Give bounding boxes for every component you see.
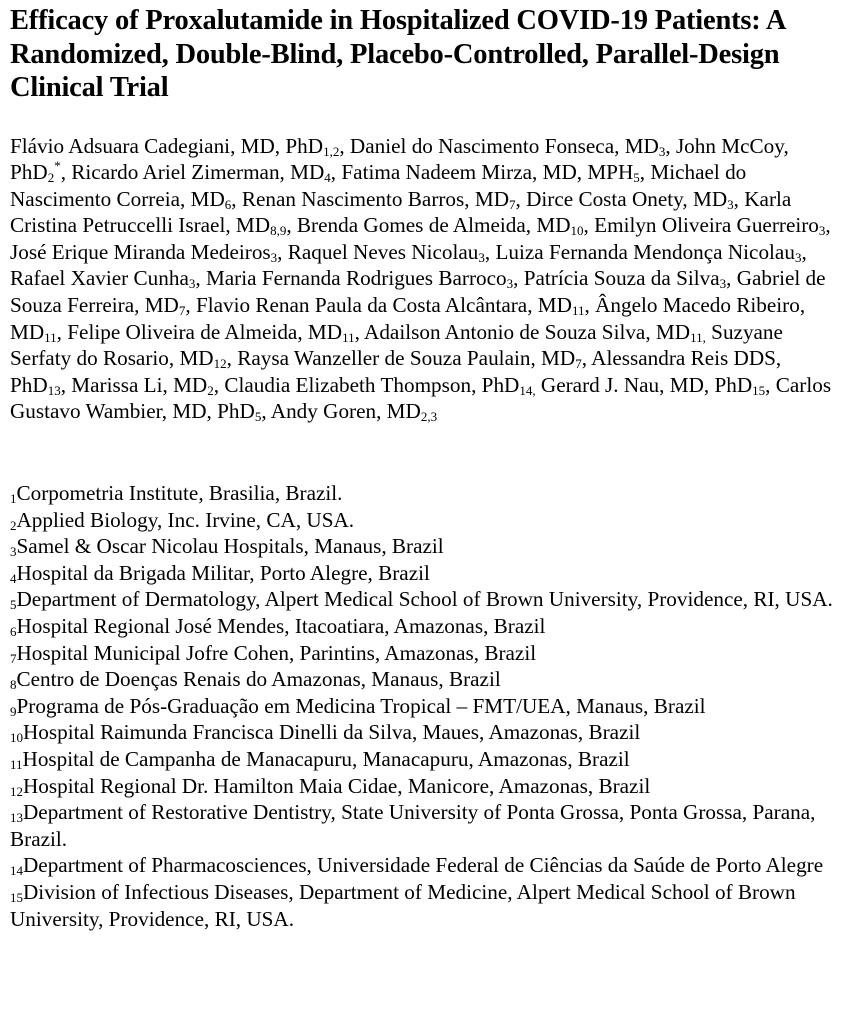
affiliation-item	[10, 533, 841, 560]
affiliation-number: 9	[10, 703, 17, 719]
affiliation-ref: 6	[224, 196, 232, 212]
author-name: Brenda Gomes de Almeida, MD	[296, 213, 571, 238]
affiliation-text: Hospital Raimunda Francisca Dinelli da Silva, Maues, Amazonas, Brazil	[23, 720, 641, 745]
affiliation-item	[10, 640, 841, 667]
author	[594, 213, 825, 237]
affiliation-text: Hospital Regional Dr. Hamilton Maia Cidae, Manicore, Amazonas, Brazil	[23, 773, 651, 798]
affiliation-number: 2	[10, 517, 17, 533]
affiliation-ref: 11	[342, 329, 355, 345]
author-name: Flávio Adsuara Cadegiani, MD, PhD	[10, 133, 324, 158]
affiliation-number: 10	[10, 730, 23, 746]
author-name: Rafael Xavier Cunha	[10, 266, 189, 291]
affiliation-ref: 13	[47, 382, 61, 398]
affiliation-ref: 3	[658, 143, 666, 159]
author-list: Flávio Adsuara Cadegiani, MD, PhD$_{1,2}$, Daniel do Nascimento Fonseca, $MD_3$, John McCoy, PhD$_2$*, Ricardo Ariel Zimerman, $MD_4$, Fatima Nadeem Mirza, MD, $MPH_5$, Michael do Nascimento Correia, $MD_6$, Renan Nascimento Barros, $MD_7$, Dirce Costa Onety, $MD_3$, Karla Cristina Petruccelli Israel, $MD_{8,9}$, Brenda Gomes de Almeida, $MD_{10}$, Emilyn Oliveira Guerreiro$_3$, José Erique Miranda Medeiros$_3$, Raquel Neves Nicolau$_3$, Luiza Fernanda Mendonça Nicolau$_3$, Rafael Xavier Cunha$_3$, Maria Fernanda Rodrigues Barroco$_3$, Patrícia Souza da Silva$_3$, Gabriel de Souza Ferreira, $MD_7$, Flavio Renan Paula da Costa Alcântara, $MD_{11}$, Ângelo Macedo Ribeiro, $MD_{11}$, Felipe Oliveira de Almeida, $MD_{11}$, Adailson Antonio de Souza Silva, $MD_{11,}$ Suzyane Serfaty do Rosario, $MD_{12}$, Raysa Wanzeller de Souza Paulain, $MD_7$, Alessandra Reis DDS, PhD$_{13}$, Marissa Li, $MD_2$, Claudia Elizabeth Thompson, PhD$_{14,}$ Gerard J. Nau, MD, PhD$_{15}$, Carlos Gustavo Wambier, MD, PhD$_5$, Andy Goren, $MD_{2,3}$	[10, 133, 832, 425]
affiliation-ref: 10	[570, 223, 584, 239]
affiliation-ref: 5	[633, 170, 640, 186]
affiliation-number: 12	[10, 783, 23, 799]
affiliation-ref: 15	[752, 382, 766, 398]
author-name: Luiza Fernanda Mendonça Nicolau	[495, 239, 795, 264]
affiliation-ref: 4	[324, 170, 331, 186]
corresponding-mark: *	[54, 158, 61, 174]
author-name: John McCoy, PhD	[10, 133, 789, 185]
affiliation-ref: 2,3	[420, 409, 438, 425]
affiliation-ref: 7	[575, 356, 582, 372]
affiliation-ref: 3	[794, 249, 802, 265]
affiliation-item	[10, 773, 841, 800]
author-name: José Erique Miranda Medeiros	[10, 239, 271, 264]
author-name: Ricardo Ariel Zimerman, MD	[71, 160, 325, 185]
author-name: Adailson Antonio de Souza Silva, MD	[364, 319, 691, 344]
affiliation-ref: 11	[44, 329, 57, 345]
author-name: Renan Nascimento Barros, MD	[241, 186, 509, 211]
affiliation-text: Department of Restorative Dentistry, State University of Ponta Grossa, Ponta Grossa, Parana, Brazil.	[10, 800, 816, 851]
affiliation-ref: 3	[506, 276, 514, 292]
author	[541, 373, 765, 397]
affiliation-number: 6	[10, 624, 17, 639]
affiliation-ref: 11,	[690, 329, 706, 345]
author-name: Flavio Renan Paula da Costa Alcântara, MD	[195, 293, 572, 318]
affiliation-ref: 7	[509, 196, 516, 212]
author	[71, 373, 213, 397]
affiliation-ref: 3	[818, 223, 826, 239]
author-name: Raquel Neves Nicolau	[287, 239, 479, 264]
author-name: Gabriel de Souza Ferreira, MD	[10, 266, 826, 318]
affiliation-number: 5	[10, 597, 17, 613]
author-name: Emilyn Oliveira Guerreiro	[594, 213, 819, 238]
author	[242, 187, 516, 211]
author-name: Felipe Oliveira de Almeida, MD	[67, 319, 343, 344]
author	[364, 320, 706, 344]
author	[10, 134, 339, 158]
affiliation-ref: 1,2	[323, 143, 340, 159]
author	[350, 134, 665, 158]
author	[10, 266, 195, 290]
affiliation-item	[10, 852, 841, 879]
affiliation-number: 14	[10, 863, 23, 879]
author-name: Maria Fernanda Rodrigues Barroco	[205, 266, 507, 291]
affiliation-number: 15	[10, 889, 23, 905]
affiliation-number: 1	[10, 491, 17, 507]
author	[10, 240, 277, 264]
affiliation-ref: 3	[188, 276, 196, 292]
author	[526, 187, 734, 211]
author-name: Raysa Wanzeller de Souza Paulain, MD	[237, 346, 576, 371]
affiliation-item	[10, 507, 841, 534]
affiliation-text: Corpometria Institute, Brasilia, Brazil.	[16, 481, 343, 506]
author-name: Karla Cristina Petruccelli Israel, MD	[10, 186, 792, 238]
affiliation-item	[10, 746, 841, 773]
affiliation-item	[10, 613, 841, 640]
affiliation-text: Samel & Oscar Nicolau Hospitals, Manaus, Brazil	[16, 534, 444, 559]
affiliation-number: 7	[10, 650, 17, 666]
affiliation-ref: 12	[213, 356, 227, 372]
author-name: Dirce Costa Onety, MD	[526, 186, 728, 211]
author-name: Claudia Elizabeth Thompson, PhD	[224, 372, 520, 397]
affiliation-text: Applied Biology, Inc. Irvine, CA, USA.	[16, 507, 355, 532]
affiliation-item	[10, 586, 841, 613]
affiliation-ref: 3	[719, 276, 727, 292]
affiliation-item	[10, 666, 841, 693]
affiliation-ref: 3	[478, 249, 485, 265]
author	[196, 293, 585, 317]
affiliation-item	[10, 480, 841, 507]
affiliation-text: Department of Pharmacosciences, Universidade Federal de Ciências da Saúde de Porto Alegre	[23, 853, 824, 878]
affiliation-ref: 3	[270, 249, 278, 265]
affiliation-text: Department of Dermatology, Alpert Medical School of Brown University, Providence, RI, USA.	[16, 587, 833, 612]
affiliation-list	[10, 480, 841, 932]
affiliation-text: Centro de Doenças Renais do Amazonas, Manaus, Brazil	[16, 667, 501, 692]
affiliation-text: Division of Infectious Diseases, Department of Medicine, Alpert Medical School of Brown University, Providence, RI, USA.	[10, 879, 796, 931]
author-name: Daniel do Nascimento Fonseca, MD	[349, 133, 659, 158]
affiliation-ref: 8,9	[270, 223, 287, 239]
author	[67, 320, 354, 344]
author-name: Patrícia Souza da Silva	[523, 266, 720, 291]
affiliation-ref: 5	[254, 409, 262, 425]
author	[206, 266, 513, 290]
affiliation-text: Hospital Regional José Mendes, Itacoatiara, Amazonas, Brazil	[16, 614, 546, 638]
author-name: Andy Goren, MD	[270, 399, 421, 424]
author	[71, 160, 331, 184]
affiliation-text: Hospital Municipal Jofre Cohen, Parintins, Amazonas, Brazil	[16, 640, 537, 665]
author-name: Carlos Gustavo Wambier, MD, PhD	[10, 372, 832, 424]
author-name: Suzyane Serfaty do Rosario, MD	[10, 319, 783, 371]
author	[297, 213, 584, 237]
affiliation-number: 4	[10, 570, 17, 586]
affiliation-number: 3	[10, 544, 17, 560]
affiliation-number: 13	[10, 810, 23, 826]
author	[271, 399, 437, 423]
affiliation-item	[10, 719, 841, 746]
affiliation-number: 11	[10, 756, 23, 772]
affiliation-text: Programa de Pós-Graduação em Medicina Tropical – FMT/UEA, Manaus, Brazil	[16, 693, 706, 718]
author	[495, 240, 801, 264]
affiliation-ref: 2	[207, 382, 214, 398]
affiliation-ref: 7	[178, 303, 186, 319]
author-name: Marissa Li, MD	[71, 372, 208, 397]
author	[524, 266, 726, 290]
author-name: Alessandra Reis DDS, PhD	[10, 346, 782, 397]
author	[237, 346, 582, 370]
affiliation-ref: 3	[727, 196, 734, 212]
author	[288, 240, 485, 264]
affiliation-ref: 2	[47, 170, 55, 186]
author	[341, 160, 639, 184]
author	[224, 373, 535, 397]
author-name: Fatima Nadeem Mirza, MD, MPH	[341, 160, 634, 185]
affiliation-ref: 11	[571, 303, 585, 319]
affiliation-text: Hospital da Brigada Militar, Porto Alegre, Brazil	[16, 560, 430, 585]
paper-title: Efficacy of Proxalutamide in Hospitalized COVID-19 Patients: A Randomized, Double-Blind, Placebo-Controlled, Parallel-Design Clinical Trial	[10, 5, 785, 103]
affiliation-number: 8	[10, 677, 17, 693]
affiliation-item	[10, 693, 841, 720]
affiliation-item	[10, 560, 841, 587]
author-name: Michael do Nascimento Correia, MD	[10, 160, 747, 211]
author-name: Ângelo Macedo Ribeiro, MD	[10, 293, 806, 344]
affiliation-ref: 14,	[519, 382, 536, 398]
affiliation-item	[10, 879, 841, 932]
affiliation-item	[10, 799, 841, 852]
author-name: Gerard J. Nau, MD, PhD	[540, 372, 753, 397]
affiliation-text: Hospital de Campanha de Manacapuru, Manacapuru, Amazonas, Brazil	[22, 746, 630, 771]
